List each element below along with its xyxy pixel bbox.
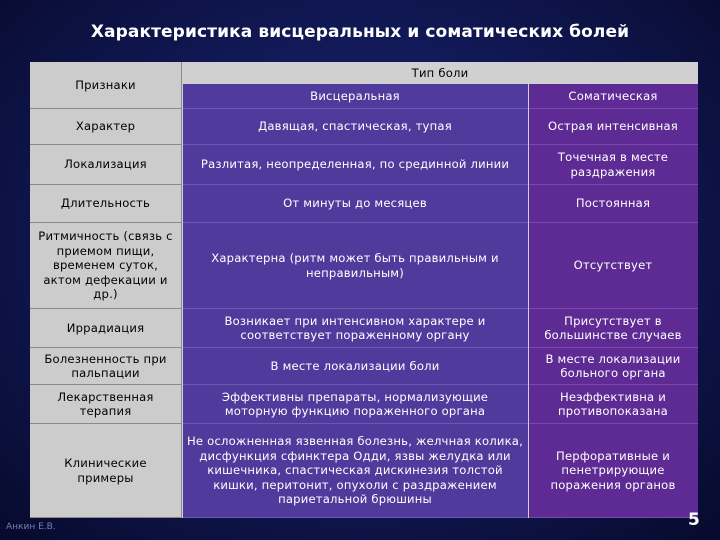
pain-comparison-table [30, 62, 698, 518]
row-somatic: Присутствует в большинстве случаев [528, 309, 698, 348]
row-sign: Болезненность при пальпации [30, 348, 182, 385]
row-sign: Иррадиация [30, 309, 182, 348]
header-signs: Признаки [30, 62, 182, 109]
page-number: 5 [688, 510, 700, 530]
row-visceral: Характерна (ритм может быть правильным и неправильным) [182, 223, 528, 309]
row-sign: Ритмичность (связь с приемом пищи, временем суток, актом дефекации и др.) [30, 223, 182, 309]
row-sign: Характер [30, 109, 182, 145]
row-visceral: От минуты до месяцев [182, 185, 528, 223]
row-somatic: В месте локализации больного органа [528, 348, 698, 385]
header-pain-type: Тип боли [182, 62, 698, 84]
row-somatic: Перфоративные и пенетрирующие поражения органов [528, 424, 698, 518]
row-visceral: Не осложненная язвенная болезнь, желчная колика, дисфункция сфинктера Одди, язвы желудка или кишечника, спастическая дискинезия толстой кишки, перитонит, опухоли с раздражением париетальной брюшины [182, 424, 528, 518]
row-somatic: Неэффективна и противопоказана [528, 385, 698, 424]
row-sign: Лекарственная терапия [30, 385, 182, 424]
row-visceral: Разлитая, неопределенная, по срединной линии [182, 145, 528, 185]
row-sign: Длительность [30, 185, 182, 223]
header-visceral: Висцеральная [182, 84, 528, 109]
row-sign: Клинические примеры [30, 424, 182, 518]
author-label: Анкин Е.В. [6, 522, 56, 532]
row-somatic: Отсутствует [528, 223, 698, 309]
row-somatic: Острая интенсивная [528, 109, 698, 145]
row-somatic: Постоянная [528, 185, 698, 223]
row-visceral: Возникает при интенсивном характере и соответствует пораженному органу [182, 309, 528, 348]
row-sign: Локализация [30, 145, 182, 185]
slide-title: Характеристика висцеральных и соматических болей [90, 22, 630, 42]
row-visceral: В месте локализации боли [182, 348, 528, 385]
row-visceral: Эффективны препараты, нормализующие моторную функцию пораженного органа [182, 385, 528, 424]
row-somatic: Точечная в месте раздражения [528, 145, 698, 185]
header-somatic: Соматическая [528, 84, 698, 109]
column-divider [528, 84, 529, 518]
row-visceral: Давящая, спастическая, тупая [182, 109, 528, 145]
column-divider [182, 62, 183, 518]
